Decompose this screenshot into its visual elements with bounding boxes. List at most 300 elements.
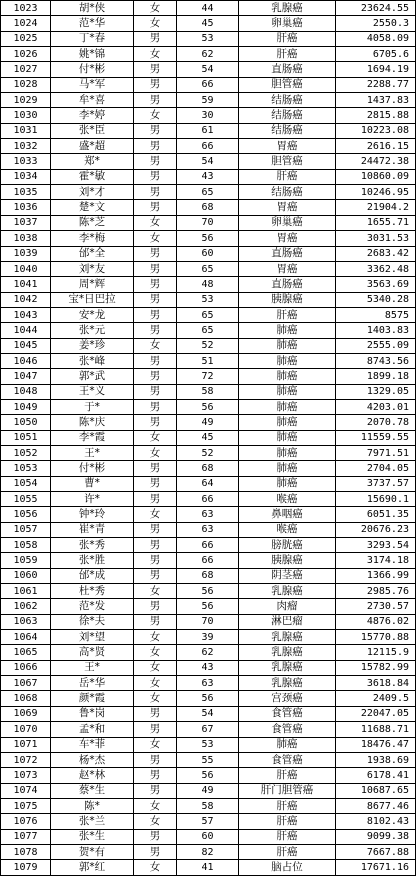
sex-cell: 男 (134, 399, 177, 414)
sex-cell: 女 (134, 676, 177, 691)
cost-cell: 15770.88 (336, 630, 416, 645)
record-id-cell: 1031 (1, 123, 51, 138)
cost-cell: 7971.51 (336, 445, 416, 460)
age-cell: 45 (177, 16, 239, 31)
table-row (1, 522, 416, 537)
table-row (1, 568, 416, 583)
cost-cell: 2704.05 (336, 461, 416, 476)
patient-name-cell: 于* (51, 399, 134, 414)
sex-cell: 男 (134, 752, 177, 767)
age-cell: 62 (177, 47, 239, 62)
patient-name-cell: 颜*霞 (51, 691, 134, 706)
record-id-cell: 1026 (1, 47, 51, 62)
age-cell: 70 (177, 215, 239, 230)
diagnosis-cell: 肝癌 (239, 169, 336, 184)
table-row (1, 261, 416, 276)
patient-name-cell: 郭*武 (51, 369, 134, 384)
patient-name-cell: 崔*青 (51, 522, 134, 537)
cost-cell: 10860.09 (336, 169, 416, 184)
cost-cell: 1694.19 (336, 62, 416, 77)
patient-name-cell: 贺*有 (51, 844, 134, 859)
table-row (1, 139, 416, 154)
cost-cell: 1366.99 (336, 568, 416, 583)
table-row (1, 77, 416, 92)
age-cell: 49 (177, 415, 239, 430)
diagnosis-cell: 食管癌 (239, 752, 336, 767)
sex-cell: 男 (134, 261, 177, 276)
diagnosis-cell: 肝癌 (239, 768, 336, 783)
table-row (1, 691, 416, 706)
table-row (1, 660, 416, 675)
table-row (1, 630, 416, 645)
patient-name-cell: 杜*秀 (51, 584, 134, 599)
sex-cell: 男 (134, 599, 177, 614)
patient-name-cell: 赵*林 (51, 768, 134, 783)
diagnosis-cell: 胃癌 (239, 261, 336, 276)
diagnosis-cell: 肺癌 (239, 353, 336, 368)
sex-cell: 女 (134, 584, 177, 599)
age-cell: 68 (177, 461, 239, 476)
record-id-cell: 1071 (1, 737, 51, 752)
age-cell: 56 (177, 231, 239, 246)
age-cell: 67 (177, 722, 239, 737)
cost-cell: 4058.09 (336, 31, 416, 46)
diagnosis-cell: 乳腺癌 (239, 676, 336, 691)
patient-name-cell: 邰*成 (51, 568, 134, 583)
patient-name-cell: 杨*杰 (51, 752, 134, 767)
diagnosis-cell: 肺癌 (239, 384, 336, 399)
record-id-cell: 1076 (1, 814, 51, 829)
record-id-cell: 1056 (1, 507, 51, 522)
cost-cell: 2616.15 (336, 139, 416, 154)
patient-name-cell: 王*义 (51, 384, 134, 399)
sex-cell: 男 (134, 492, 177, 507)
cost-cell: 11559.55 (336, 430, 416, 445)
cost-cell: 2409.5 (336, 691, 416, 706)
patient-name-cell: 钟*玲 (51, 507, 134, 522)
diagnosis-cell: 直肠癌 (239, 62, 336, 77)
age-cell: 49 (177, 783, 239, 798)
record-id-cell: 1029 (1, 93, 51, 108)
record-id-cell: 1041 (1, 277, 51, 292)
age-cell: 52 (177, 338, 239, 353)
diagnosis-cell: 食管癌 (239, 722, 336, 737)
record-id-cell: 1039 (1, 246, 51, 261)
age-cell: 66 (177, 139, 239, 154)
cost-cell: 10223.08 (336, 123, 416, 138)
age-cell: 60 (177, 829, 239, 844)
patient-name-cell: 车*菲 (51, 737, 134, 752)
patient-name-cell: 范*华 (51, 16, 134, 31)
sex-cell: 女 (134, 445, 177, 460)
patient-name-cell: 许* (51, 492, 134, 507)
record-id-cell: 1053 (1, 461, 51, 476)
diagnosis-cell: 肺癌 (239, 476, 336, 491)
sex-cell: 男 (134, 829, 177, 844)
patient-name-cell: 孟*和 (51, 722, 134, 737)
patient-name-cell: 张*秀 (51, 538, 134, 553)
age-cell: 55 (177, 752, 239, 767)
cost-cell: 11688.71 (336, 722, 416, 737)
age-cell: 65 (177, 323, 239, 338)
sex-cell: 男 (134, 307, 177, 322)
cost-cell: 6178.41 (336, 768, 416, 783)
cost-cell: 24472.38 (336, 154, 416, 169)
sex-cell: 男 (134, 415, 177, 430)
sex-cell: 男 (134, 522, 177, 537)
cost-cell: 3563.69 (336, 277, 416, 292)
cost-cell: 17671.16 (336, 860, 416, 875)
cost-cell: 1403.83 (336, 323, 416, 338)
sex-cell: 男 (134, 783, 177, 798)
diagnosis-cell: 脑占位 (239, 860, 336, 875)
cost-cell: 3737.57 (336, 476, 416, 491)
patient-name-cell: 姚*锦 (51, 47, 134, 62)
patient-name-cell: 陈*芝 (51, 215, 134, 230)
sex-cell: 男 (134, 384, 177, 399)
patient-name-cell: 安*龙 (51, 307, 134, 322)
cost-cell: 10687.65 (336, 783, 416, 798)
age-cell: 53 (177, 737, 239, 752)
diagnosis-cell: 肝癌 (239, 829, 336, 844)
patient-name-cell: 张*生 (51, 829, 134, 844)
age-cell: 56 (177, 691, 239, 706)
record-id-cell: 1036 (1, 200, 51, 215)
patient-name-cell: 刘*望 (51, 630, 134, 645)
patient-name-cell: 徐*夫 (51, 614, 134, 629)
table-row (1, 476, 416, 491)
diagnosis-cell: 卵巢癌 (239, 16, 336, 31)
sex-cell: 男 (134, 553, 177, 568)
cost-cell: 1655.71 (336, 215, 416, 230)
sex-cell: 女 (134, 507, 177, 522)
table-row (1, 154, 416, 169)
age-cell: 62 (177, 645, 239, 660)
patient-name-cell: 邰*全 (51, 246, 134, 261)
diagnosis-cell: 肝癌 (239, 814, 336, 829)
diagnosis-cell: 肺癌 (239, 369, 336, 384)
record-id-cell: 1065 (1, 645, 51, 660)
record-id-cell: 1061 (1, 584, 51, 599)
age-cell: 51 (177, 353, 239, 368)
age-cell: 59 (177, 93, 239, 108)
age-cell: 56 (177, 599, 239, 614)
table-row (1, 430, 416, 445)
age-cell: 65 (177, 261, 239, 276)
diagnosis-cell: 喉癌 (239, 492, 336, 507)
patient-name-cell: 付*彬 (51, 62, 134, 77)
diagnosis-cell: 肺癌 (239, 737, 336, 752)
diagnosis-cell: 阴茎癌 (239, 568, 336, 583)
age-cell: 58 (177, 384, 239, 399)
cost-cell: 8743.56 (336, 353, 416, 368)
sex-cell: 女 (134, 231, 177, 246)
cost-cell: 12115.9 (336, 645, 416, 660)
patient-name-cell: 牟*喜 (51, 93, 134, 108)
age-cell: 57 (177, 814, 239, 829)
sex-cell: 女 (134, 47, 177, 62)
table-row (1, 415, 416, 430)
diagnosis-cell: 乳腺癌 (239, 584, 336, 599)
age-cell: 60 (177, 246, 239, 261)
patient-name-cell: 蔡*生 (51, 783, 134, 798)
patient-name-cell: 霍*敏 (51, 169, 134, 184)
cost-cell: 7667.88 (336, 844, 416, 859)
sex-cell: 女 (134, 798, 177, 813)
sex-cell: 男 (134, 353, 177, 368)
sex-cell: 男 (134, 538, 177, 553)
diagnosis-cell: 胆管癌 (239, 77, 336, 92)
patient-name-cell: 宝*日巴拉 (51, 292, 134, 307)
record-id-cell: 1047 (1, 369, 51, 384)
patient-name-cell: 高*贤 (51, 645, 134, 660)
table-row (1, 844, 416, 859)
sex-cell: 男 (134, 31, 177, 46)
diagnosis-cell: 肺癌 (239, 461, 336, 476)
record-id-cell: 1040 (1, 261, 51, 276)
sex-cell: 男 (134, 476, 177, 491)
cost-cell: 8575 (336, 307, 416, 322)
record-id-cell: 1070 (1, 722, 51, 737)
patient-name-cell: 岳*华 (51, 676, 134, 691)
sex-cell: 男 (134, 200, 177, 215)
sex-cell: 男 (134, 62, 177, 77)
patient-name-cell: 王* (51, 445, 134, 460)
sex-cell: 女 (134, 660, 177, 675)
record-id-cell: 1067 (1, 676, 51, 691)
patient-name-cell: 刘*友 (51, 261, 134, 276)
cost-cell: 3031.53 (336, 231, 416, 246)
sex-cell: 男 (134, 844, 177, 859)
record-id-cell: 1057 (1, 522, 51, 537)
record-id-cell: 1048 (1, 384, 51, 399)
record-id-cell: 1050 (1, 415, 51, 430)
diagnosis-cell: 胆管癌 (239, 154, 336, 169)
sex-cell: 女 (134, 814, 177, 829)
record-id-cell: 1060 (1, 568, 51, 583)
diagnosis-cell: 卵巢癌 (239, 215, 336, 230)
record-id-cell: 1028 (1, 77, 51, 92)
table-row (1, 215, 416, 230)
cost-cell: 1938.69 (336, 752, 416, 767)
table-row (1, 814, 416, 829)
cost-cell: 23624.55 (336, 1, 416, 16)
patient-name-cell: 楚*文 (51, 200, 134, 215)
cost-cell: 4203.01 (336, 399, 416, 414)
patient-name-cell: 姜*珍 (51, 338, 134, 353)
table-row (1, 706, 416, 721)
age-cell: 44 (177, 1, 239, 16)
table-row (1, 752, 416, 767)
sex-cell: 女 (134, 215, 177, 230)
patient-name-cell: 丁*春 (51, 31, 134, 46)
age-cell: 56 (177, 768, 239, 783)
diagnosis-cell: 结肠癌 (239, 123, 336, 138)
sex-cell: 男 (134, 722, 177, 737)
record-id-cell: 1033 (1, 154, 51, 169)
age-cell: 56 (177, 399, 239, 414)
record-id-cell: 1045 (1, 338, 51, 353)
table-row (1, 599, 416, 614)
diagnosis-cell: 直肠癌 (239, 246, 336, 261)
diagnosis-cell: 肝癌 (239, 844, 336, 859)
record-id-cell: 1055 (1, 492, 51, 507)
diagnosis-cell: 直肠癌 (239, 277, 336, 292)
table-row (1, 62, 416, 77)
age-cell: 58 (177, 798, 239, 813)
cost-cell: 2550.3 (336, 16, 416, 31)
sex-cell: 女 (134, 691, 177, 706)
age-cell: 54 (177, 62, 239, 77)
record-id-cell: 1023 (1, 1, 51, 16)
record-id-cell: 1078 (1, 844, 51, 859)
sex-cell: 男 (134, 93, 177, 108)
sex-cell: 女 (134, 430, 177, 445)
record-id-cell: 1027 (1, 62, 51, 77)
patient-name-cell: 郑* (51, 154, 134, 169)
table-row (1, 538, 416, 553)
sex-cell: 男 (134, 461, 177, 476)
table-row (1, 16, 416, 31)
diagnosis-cell: 肝癌 (239, 31, 336, 46)
diagnosis-cell: 肺癌 (239, 445, 336, 460)
cost-cell: 2683.42 (336, 246, 416, 261)
record-id-cell: 1073 (1, 768, 51, 783)
cost-cell: 3293.54 (336, 538, 416, 553)
age-cell: 43 (177, 169, 239, 184)
table-row (1, 292, 416, 307)
cost-cell: 2730.57 (336, 599, 416, 614)
table-row (1, 277, 416, 292)
cost-cell: 1437.83 (336, 93, 416, 108)
age-cell: 70 (177, 614, 239, 629)
patient-name-cell: 李*婷 (51, 108, 134, 123)
diagnosis-cell: 结肠癌 (239, 108, 336, 123)
patient-name-cell: 张*胜 (51, 553, 134, 568)
table-row (1, 676, 416, 691)
sex-cell: 男 (134, 292, 177, 307)
record-id-cell: 1043 (1, 307, 51, 322)
cost-cell: 21904.2 (336, 200, 416, 215)
patient-name-cell: 李*霞 (51, 430, 134, 445)
table-row (1, 461, 416, 476)
age-cell: 66 (177, 492, 239, 507)
table-row (1, 200, 416, 215)
sex-cell: 男 (134, 369, 177, 384)
table-row (1, 353, 416, 368)
sex-cell: 男 (134, 277, 177, 292)
table-row (1, 108, 416, 123)
table-row (1, 860, 416, 875)
sex-cell: 女 (134, 737, 177, 752)
cost-cell: 8102.43 (336, 814, 416, 829)
age-cell: 63 (177, 507, 239, 522)
sex-cell: 女 (134, 1, 177, 16)
sex-cell: 女 (134, 108, 177, 123)
cost-cell: 2555.09 (336, 338, 416, 353)
age-cell: 66 (177, 538, 239, 553)
table-row (1, 553, 416, 568)
table-row (1, 338, 416, 353)
cost-cell: 1899.18 (336, 369, 416, 384)
diagnosis-cell: 肺癌 (239, 338, 336, 353)
patient-name-cell: 胡*侠 (51, 1, 134, 16)
age-cell: 56 (177, 584, 239, 599)
cost-cell: 8677.46 (336, 798, 416, 813)
age-cell: 65 (177, 185, 239, 200)
record-id-cell: 1063 (1, 614, 51, 629)
record-id-cell: 1074 (1, 783, 51, 798)
diagnosis-cell: 肝癌 (239, 307, 336, 322)
record-id-cell: 1032 (1, 139, 51, 154)
patient-name-cell: 张*峰 (51, 353, 134, 368)
sex-cell: 男 (134, 706, 177, 721)
cost-cell: 10246.95 (336, 185, 416, 200)
sex-cell: 男 (134, 139, 177, 154)
age-cell: 65 (177, 307, 239, 322)
table-row (1, 123, 416, 138)
table-row (1, 492, 416, 507)
table-row (1, 645, 416, 660)
age-cell: 48 (177, 277, 239, 292)
diagnosis-cell: 胃癌 (239, 231, 336, 246)
cost-cell: 2815.88 (336, 108, 416, 123)
cost-cell: 2070.78 (336, 415, 416, 430)
record-id-cell: 1049 (1, 399, 51, 414)
table-row (1, 185, 416, 200)
diagnosis-cell: 乳腺癌 (239, 660, 336, 675)
age-cell: 41 (177, 860, 239, 875)
patient-name-cell: 刘*才 (51, 185, 134, 200)
sex-cell: 男 (134, 246, 177, 261)
record-id-cell: 1069 (1, 706, 51, 721)
patient-name-cell: 范*发 (51, 599, 134, 614)
diagnosis-cell: 乳腺癌 (239, 630, 336, 645)
patient-name-cell: 陈*庆 (51, 415, 134, 430)
diagnosis-cell: 宫颈癌 (239, 691, 336, 706)
record-id-cell: 1064 (1, 630, 51, 645)
patient-name-cell: 马*军 (51, 77, 134, 92)
cost-cell: 22047.05 (336, 706, 416, 721)
diagnosis-cell: 胃癌 (239, 139, 336, 154)
age-cell: 52 (177, 445, 239, 460)
table-row (1, 169, 416, 184)
age-cell: 63 (177, 522, 239, 537)
sex-cell: 男 (134, 123, 177, 138)
sex-cell: 女 (134, 645, 177, 660)
record-id-cell: 1038 (1, 231, 51, 246)
diagnosis-cell: 结肠癌 (239, 185, 336, 200)
record-id-cell: 1054 (1, 476, 51, 491)
diagnosis-cell: 乳腺癌 (239, 645, 336, 660)
diagnosis-cell: 胰腺癌 (239, 553, 336, 568)
sex-cell: 男 (134, 169, 177, 184)
record-id-cell: 1034 (1, 169, 51, 184)
record-id-cell: 1042 (1, 292, 51, 307)
age-cell: 61 (177, 123, 239, 138)
age-cell: 68 (177, 568, 239, 583)
record-id-cell: 1051 (1, 430, 51, 445)
diagnosis-cell: 肺癌 (239, 399, 336, 414)
table-row (1, 323, 416, 338)
cost-cell: 2985.76 (336, 584, 416, 599)
cost-cell: 6051.35 (336, 507, 416, 522)
cost-cell: 15690.1 (336, 492, 416, 507)
cost-cell: 2288.77 (336, 77, 416, 92)
age-cell: 63 (177, 676, 239, 691)
patient-name-cell: 曹* (51, 476, 134, 491)
sex-cell: 男 (134, 768, 177, 783)
